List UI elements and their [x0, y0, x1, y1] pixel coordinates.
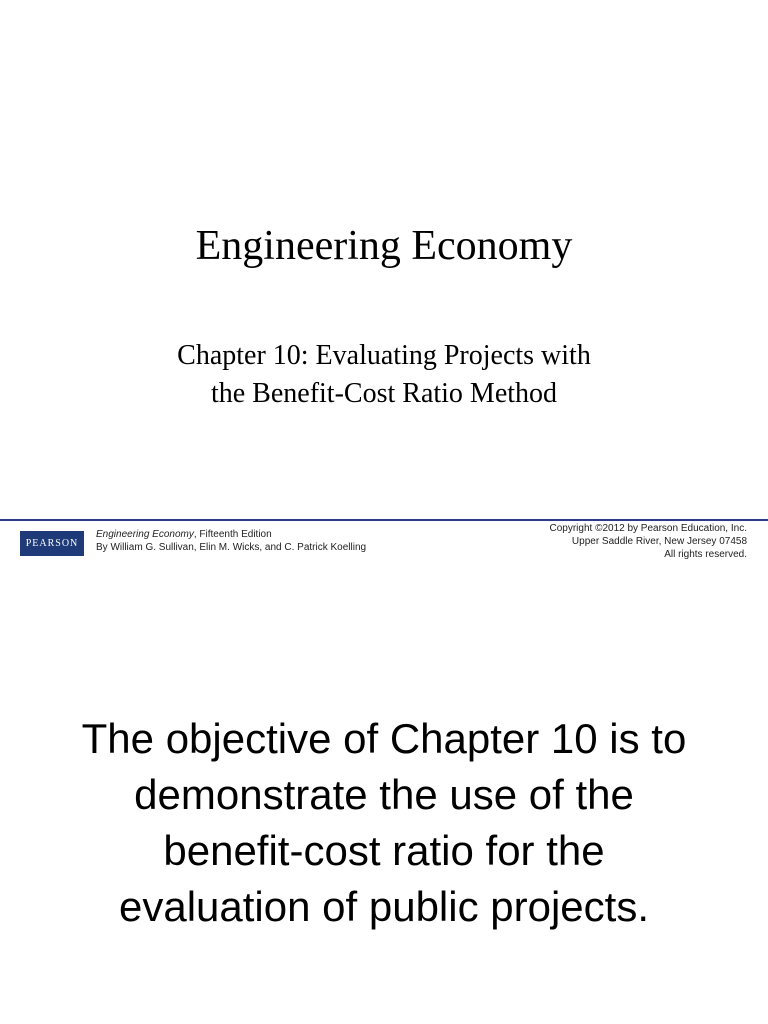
- slide-title: Engineering Economy: [195, 223, 573, 269]
- book-authors: By William G. Sullivan, Elin M. Wicks, and C. Patrick Koelling: [96, 542, 367, 553]
- objective-line-4: evaluation of public projects.: [119, 883, 649, 930]
- book-info: [96, 528, 366, 554]
- footer-divider: [0, 519, 768, 521]
- pearson-logo: PEARSON: [20, 531, 84, 556]
- copyright-line-2: Upper Saddle River, New Jersey 07458: [571, 536, 747, 547]
- book-title: Engineering Economy: [96, 529, 194, 540]
- book-edition: , Fifteenth Edition: [193, 529, 272, 540]
- objective-line-1: The objective of Chapter 10 is to: [81, 715, 687, 762]
- objective-line-2: demonstrate the use of the: [134, 771, 634, 818]
- book-edition-line: [96, 528, 366, 541]
- objective-text: [0, 711, 768, 935]
- subtitle-line-1: Chapter 10: Evaluating Projects with: [177, 340, 591, 371]
- copyright-line-3: All rights reserved.: [664, 549, 747, 560]
- objective-line-3: benefit-cost ratio for the: [163, 827, 605, 874]
- copyright-line-1: Copyright ©2012 by Pearson Education, Inc.: [549, 523, 747, 534]
- copyright-notice: [550, 522, 748, 561]
- slide-subtitle: [0, 337, 768, 413]
- subtitle-line-2: the Benefit-Cost Ratio Method: [210, 378, 558, 409]
